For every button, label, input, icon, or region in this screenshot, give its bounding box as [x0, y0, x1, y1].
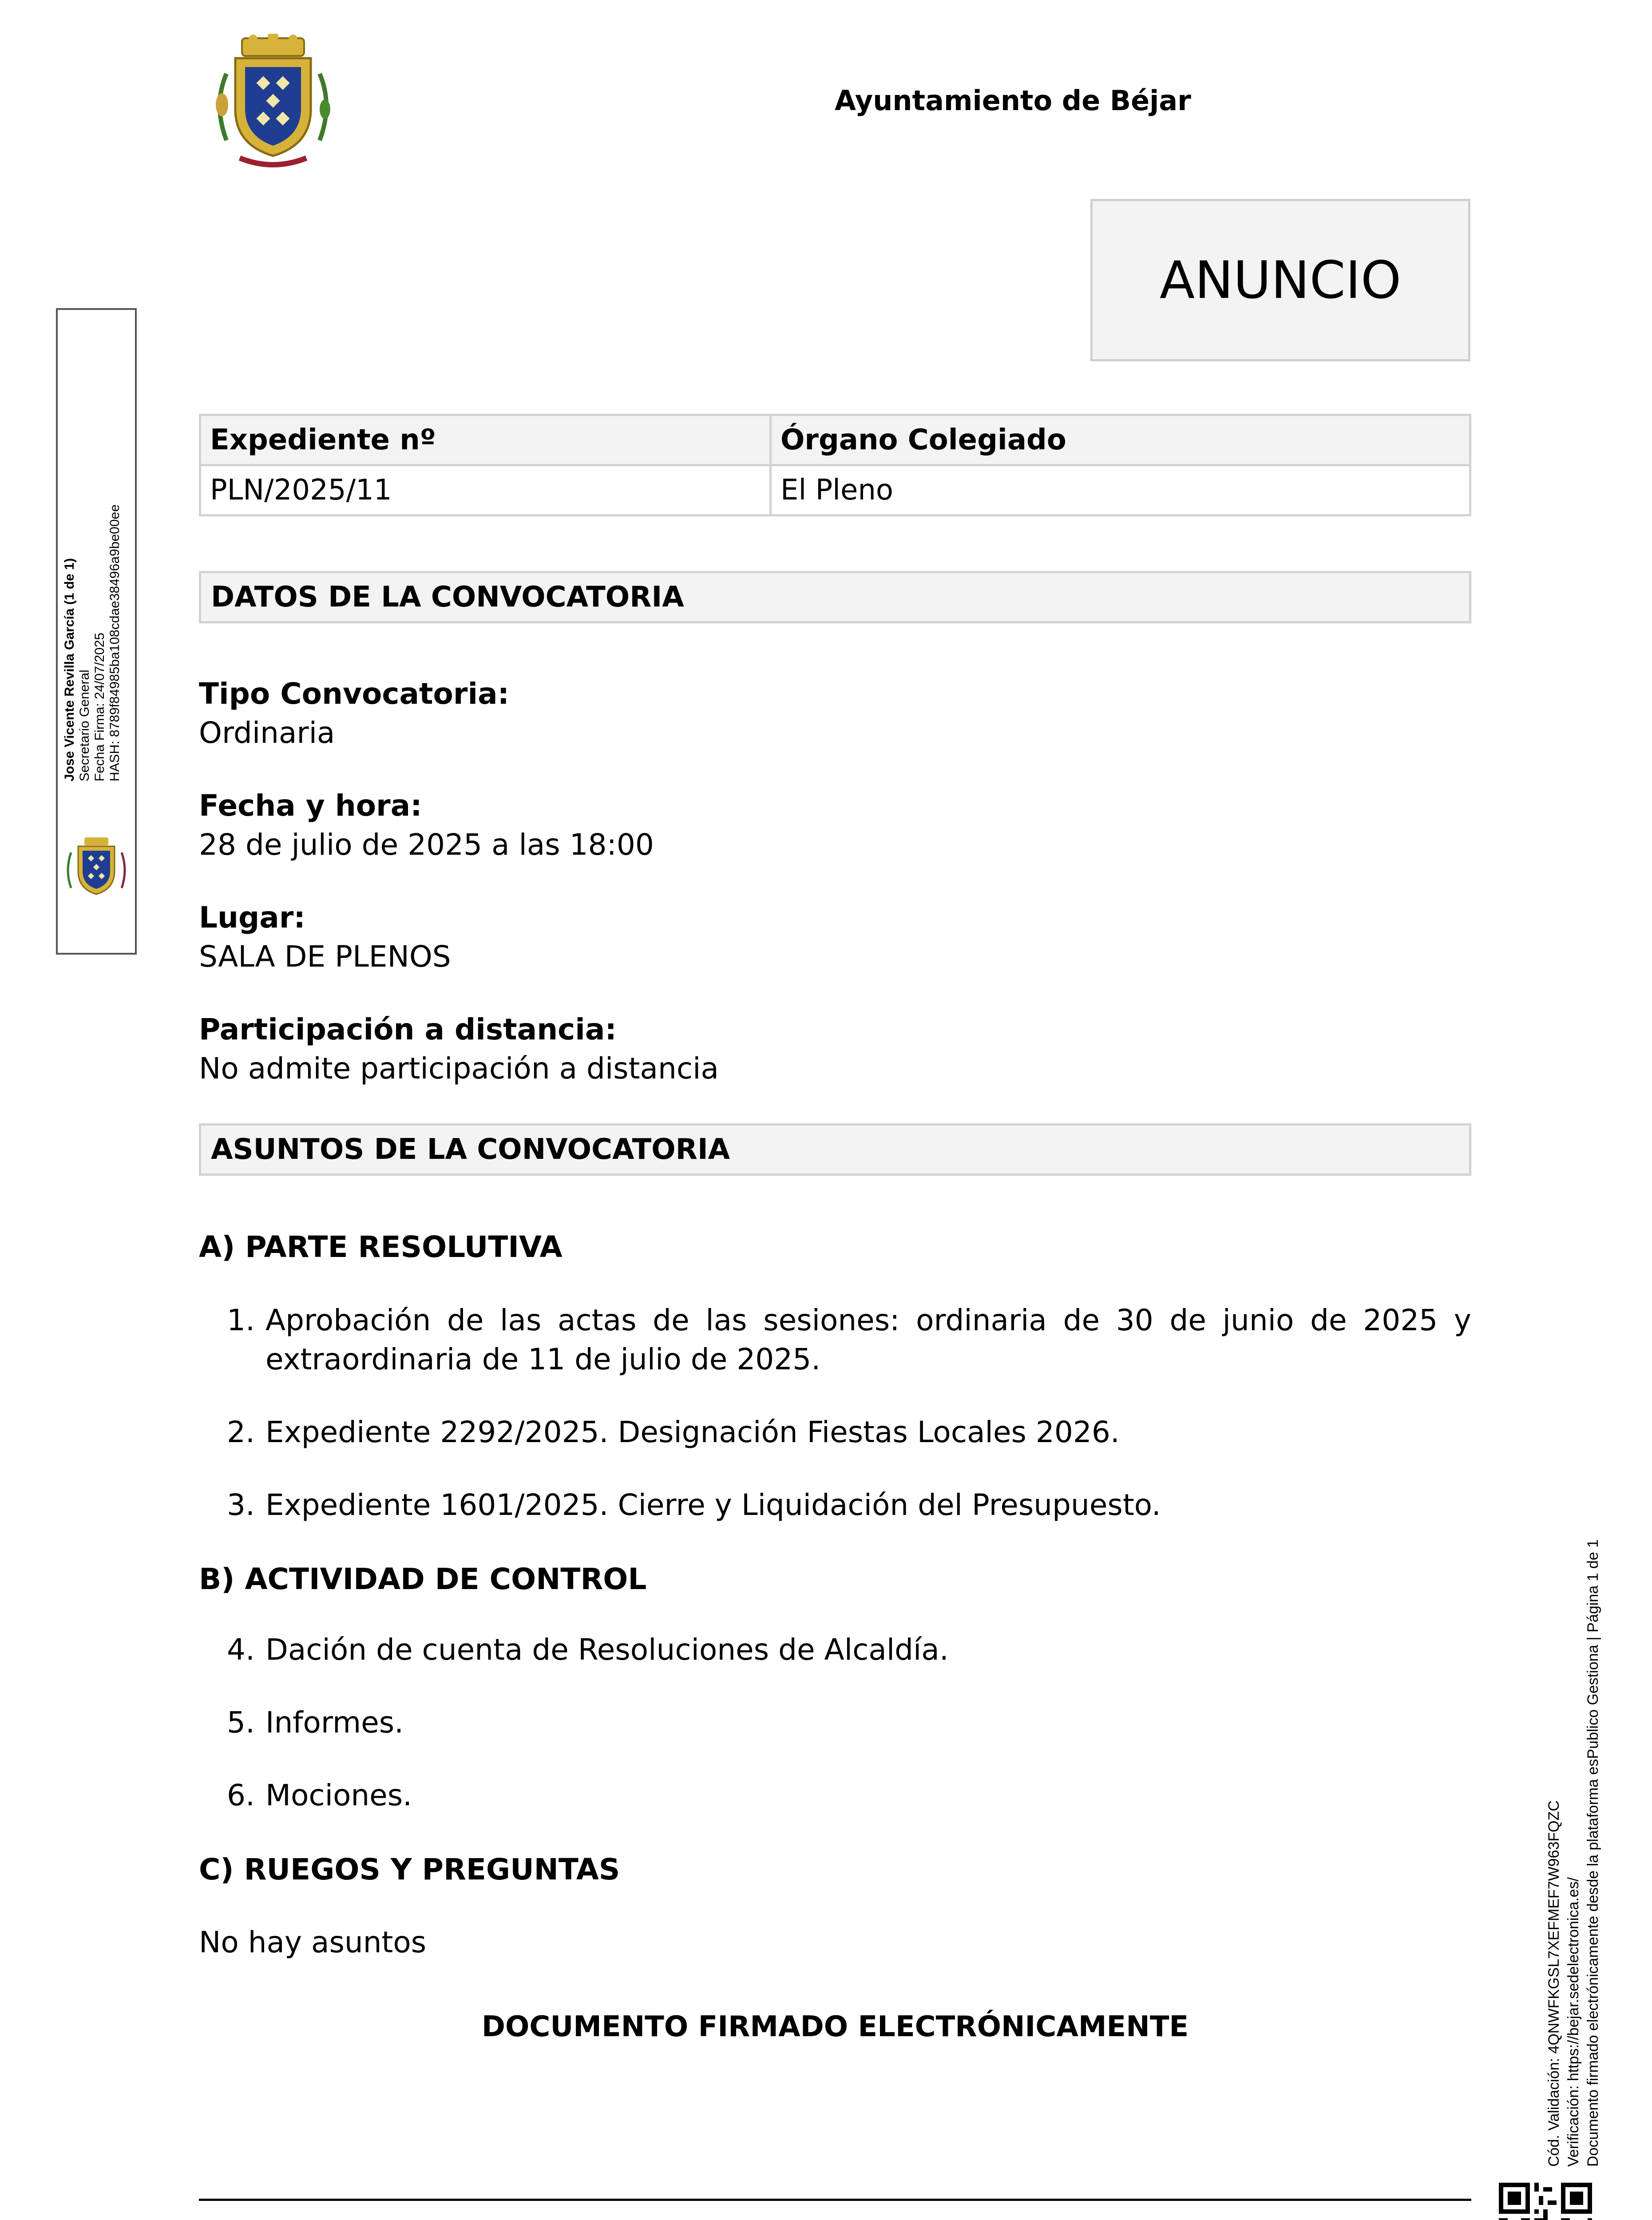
item-number: 1. [227, 1303, 255, 1337]
fecha-value: 28 de julio de 2025 a las 18:00 [199, 828, 654, 862]
lugar-value: SALA DE PLENOS [199, 940, 451, 974]
list-item [199, 1486, 1471, 1525]
validation-url: Verificación: https://bejar.sedelectronica.es/ [1565, 1877, 1582, 2167]
item-number: 6. [227, 1778, 255, 1812]
participacion-value: No admite participación a distancia [199, 1051, 719, 1086]
item-number: 4. [227, 1633, 255, 1667]
signature-date: Fecha Firma: 24/07/2025 [92, 632, 107, 781]
tipo-label: Tipo Convocatoria: [199, 677, 509, 711]
item-text: Expediente 2292/2025. Designación Fiestas Locales 2026. [265, 1415, 1120, 1449]
parte-resolutiva-heading: A) PARTE RESOLUTIVA [199, 1230, 563, 1264]
signer-role: Secretario General [77, 670, 92, 781]
organo-header: Órgano Colegiado [771, 415, 1470, 465]
tipo-value: Ordinaria [199, 716, 335, 750]
ruegos-heading: C) RUEGOS Y PREGUNTAS [199, 1852, 620, 1887]
list-item [199, 1301, 1471, 1379]
validation-code: Cód. Validación: 4QNWFKGSL7XEFMEF7W963FQZC [1545, 1800, 1562, 2167]
organo-value: El Pleno [771, 465, 1470, 515]
validation-note: Documento firmado electrónicamente desde la plataforma esPublico Gestiona | Página 1 de 1 [1585, 1539, 1601, 2167]
actividad-control-heading: B) ACTIVIDAD DE CONTROL [199, 1562, 647, 1596]
list-item [199, 1703, 1471, 1742]
item-text: Aprobación de las actas de las sesiones: ordinaria de 30 de junio de 2025 y extraordinaria de 11 de julio de 2025. [265, 1303, 1471, 1376]
validation-text [1544, 1539, 1603, 2167]
doc-type-label: ANUNCIO [1159, 250, 1402, 310]
signer-name: Jose Vicente Revilla García (1 de 1) [62, 558, 77, 781]
footer-divider [199, 2199, 1471, 2201]
list-item [199, 1413, 1471, 1452]
coat-of-arms-icon [209, 34, 337, 171]
qr-code-icon [1499, 2183, 1592, 2220]
participacion-label: Participación a distancia: [199, 1012, 617, 1047]
item-text: Mociones. [265, 1778, 412, 1812]
expediente-table [199, 414, 1471, 516]
item-number: 3. [227, 1488, 255, 1522]
item-number: 2. [227, 1415, 255, 1449]
list-item [199, 1630, 1471, 1669]
ruegos-text: No hay asuntos [199, 1925, 427, 1959]
lugar-label: Lugar: [199, 900, 305, 935]
signature-hash: HASH: 8789f84985ba108cdae38496a9be00ee [107, 504, 122, 781]
header-org-name: Ayuntamiento de Béjar [835, 84, 1191, 117]
item-text: Dación de cuenta de Resoluciones de Alcaldía. [265, 1633, 949, 1667]
signed-note: DOCUMENTO FIRMADO ELECTRÓNICAMENTE [481, 2010, 1189, 2043]
doc-type-box [1090, 199, 1470, 361]
fecha-label: Fecha y hora: [199, 789, 422, 823]
section-asuntos: ASUNTOS DE LA CONVOCATORIA [199, 1123, 1471, 1176]
item-number: 5. [227, 1705, 255, 1740]
signature-text [62, 504, 123, 781]
expediente-value: PLN/2025/11 [200, 465, 771, 515]
item-text: Expediente 1601/2025. Cierre y Liquidación del Presupuesto. [265, 1488, 1161, 1522]
coat-of-arms-icon [63, 835, 130, 901]
expediente-header: Expediente nº [200, 415, 771, 465]
list-item [199, 1776, 1471, 1815]
item-text: Informes. [265, 1705, 404, 1740]
section-datos: DATOS DE LA CONVOCATORIA [199, 571, 1471, 623]
